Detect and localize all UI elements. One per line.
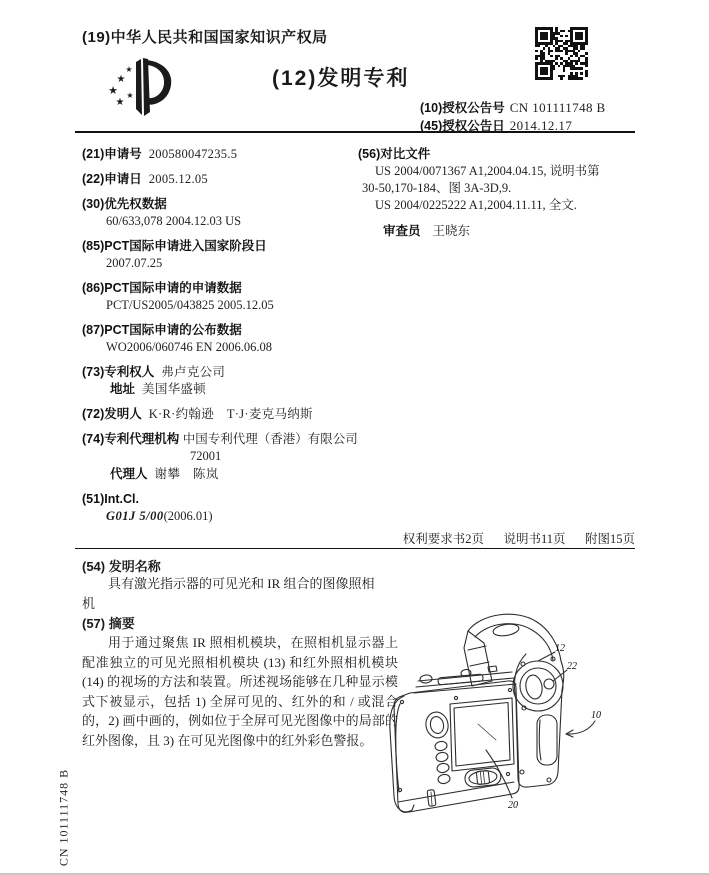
invention-title-label: (54) 发明名称: [82, 556, 161, 575]
abstract-label: (57) 摘要: [82, 613, 135, 632]
ref-label-10: 10: [591, 710, 601, 721]
ref-label-12: 12: [555, 643, 565, 654]
eyepiece-button: [424, 710, 451, 740]
header-divider: [75, 131, 635, 133]
svg-text:★: ★: [126, 91, 133, 100]
biblio-left-column: [82, 146, 358, 533]
camera-screen: [450, 698, 514, 771]
sipo-logo-icon: [103, 56, 177, 120]
pub-date-value: 2014.12.17: [510, 118, 573, 133]
ref-label-22: 22: [567, 661, 577, 672]
pub-number-value: CN 101111748 B: [510, 100, 606, 115]
button-3: [436, 763, 449, 774]
field-pct-national-date: (85)PCT国际申请进入国家阶段日 2007.07.25: [82, 238, 358, 272]
cited-ref-1-line-2: 30-50,170-184、图 3A-3D,9.: [358, 180, 635, 197]
field-patent-agency: (74)专利代理机构 中国专利代理（香港）有限公司 72001 代理人 谢攀 陈岚: [82, 431, 358, 483]
drawings-pages: 附图15页: [585, 532, 635, 546]
button-1: [434, 741, 447, 752]
svg-text:★: ★: [125, 65, 132, 74]
camera-handle: [468, 614, 561, 661]
field-pct-publication-data: (87)PCT国际申请的公布数据 WO2006/060746 EN 2006.06.08: [82, 322, 358, 356]
field-int-cl: (51)Int.Cl. G01J 5/00(2006.01): [82, 491, 358, 525]
bibliographic-data: [82, 146, 635, 533]
field-pct-application-data: (86)PCT国际申请的申请数据 PCT/US2005/043825 2005.12.05: [82, 280, 358, 314]
button-2: [435, 752, 448, 763]
biblio-right-column: [358, 146, 635, 533]
qr-code: [535, 27, 588, 80]
issuing-office: (19)中华人民共和国国家知识产权局: [82, 26, 328, 47]
patent-figure: [388, 604, 640, 850]
field-priority-data: (30)优先权数据 60/633,078 2004.12.03 US: [82, 196, 358, 230]
invention-title: 具有激光指示器的可见光和 IR 组合的图像照相机: [82, 574, 382, 614]
svg-text:★: ★: [108, 85, 118, 97]
svg-text:★: ★: [117, 74, 126, 85]
field-cited-documents: (56)对比文件 US 2004/0071367 A1,2004.04.15, 说明书第 30-50,170-184、图 3A-3D,9. US 2004/0225222 A1,2004.11.11, 全文.: [358, 146, 635, 214]
field-inventors: (72)发明人 K·R·约翰逊 T·J·麦克马纳斯: [82, 406, 358, 423]
pub-date-label: (45)授权公告日: [420, 119, 505, 133]
laser-pointer: [544, 679, 554, 689]
field-application-number: (21)申请号 200580047235.5: [82, 146, 358, 163]
field-patentee: (73)专利权人 弗卢克公司 地址 美国华盛顿: [82, 364, 358, 398]
field-examiner: 审查员 王晓东: [358, 223, 635, 240]
margin-doc-number: CN 101111748 B: [57, 718, 72, 875]
field-application-date: (22)申请日 2005.12.05: [82, 171, 358, 188]
pub-number-line: [420, 98, 606, 116]
left-grip: [390, 696, 414, 812]
abstract-text: 用于通过聚焦 IR 照相机模块，在照相机显示器上配准独立的可见光照相机模块 (13) 和红外照相机模块 (14) 的视场的方法和装置。所述视场能够在几种显示模式下被显示，包括 1) 全屏可见的、红外的和 / 或混合的，2) 画中画的，例如位于全屏可见光图像中的局部的红外图像，且 3) 在可见光图像中的红外彩色警报。: [82, 633, 398, 750]
svg-text:★: ★: [116, 97, 125, 108]
claims-pages: 权利要求书2页: [403, 532, 484, 546]
description-pages: 说明书11页: [503, 532, 565, 546]
ref-label-20: 20: [508, 800, 518, 811]
pub-number-label: (10)授权公告号: [420, 101, 505, 115]
button-4: [437, 774, 450, 785]
abstract-divider: [75, 548, 635, 549]
ipc-class: G01J 5/00: [106, 509, 164, 523]
publication-kind: (12)发明专利: [272, 62, 409, 92]
cited-ref-1-line-1: US 2004/0071367 A1,2004.04.15, 说明书第: [358, 163, 635, 180]
document-pages-summary: [300, 529, 635, 547]
cited-ref-2: US 2004/0225222 A1,2004.11.11, 全文.: [358, 197, 635, 214]
leader-22: [553, 670, 567, 681]
